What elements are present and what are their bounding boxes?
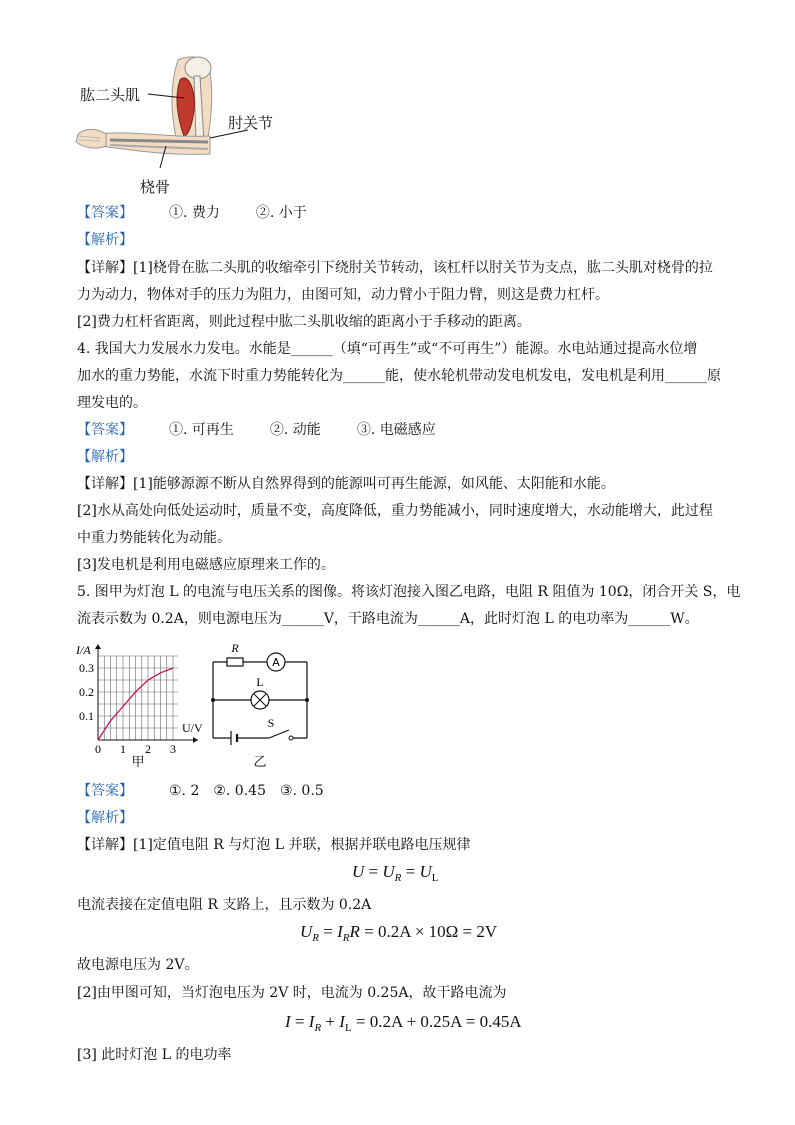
q4-stem-line-2: 加水的重力势能，水流下时重力势能转化为______能，使水轮机带动发电机发电，发电机是利用______原: [77, 368, 721, 384]
q5-detail-line-4: [2]由甲图可知，当灯泡电压为 2V 时，电流为 0.25A，故干路电流为: [77, 985, 507, 1001]
x-tick-label: 1: [120, 742, 126, 756]
q5-option-3: ③. 0.5: [279, 783, 324, 799]
q4-answer-row: [77, 420, 436, 440]
junction-dot-right: [305, 698, 309, 702]
label-radius: 桡骨: [140, 178, 171, 196]
q4-analysis-label: 【解析】: [77, 449, 133, 465]
q5-analysis-label: 【解析】: [77, 810, 133, 826]
y-tick-label: 0.2: [79, 685, 94, 699]
equation-3: $I = I_R + I_L = 0.2A + 0.25A = 0.45A$: [285, 1012, 522, 1034]
q5-stem-line-2: 流表示数为 0.2A，则电源电压为______V，干路电流为______A，此时灯泡 L 的电功率为______W。: [77, 611, 699, 627]
q4-answer-label: 【答案】: [77, 422, 133, 438]
x-tick-label: 0: [95, 742, 101, 756]
chart-grid: [98, 656, 178, 740]
q3-detail-line-1: 【详解】[1]桡骨在肱二头肌的收缩牵引下绕肘关节转动，该杠杆以肘关节为支点，肱二头肌对桡骨的拉: [77, 260, 713, 276]
q4-stem-line-3: 理发电的。: [77, 395, 147, 411]
switch-label: S: [267, 716, 275, 730]
circuit-caption: 乙: [253, 755, 267, 770]
q5-option-1: ①. 2: [169, 783, 200, 799]
q5-detail-line-5: [3] 此时灯泡 L 的电功率: [77, 1047, 232, 1063]
q3-detail-line-3: [2]费力杠杆省距离，则此过程中肱二头肌收缩的距离小于手移动的距离。: [77, 314, 531, 330]
ammeter-label: A: [272, 656, 280, 669]
junction-dot-left: [211, 698, 215, 702]
q3-option-2: ②. 小于: [255, 205, 307, 221]
y-tick-label: 0.1: [79, 709, 94, 723]
switch-S: [269, 730, 289, 738]
chart-caption: 甲: [131, 755, 145, 770]
switch-contact: [289, 736, 293, 740]
q5-answer-row: [77, 781, 324, 801]
equation-1: $U = U_R = U_L$: [352, 862, 439, 884]
q5-detail-line-2: 电流表接在定值电阻 R 支路上，且示数为 0.2A: [77, 897, 372, 913]
q4-option-1: ①. 可再生: [169, 422, 234, 438]
circuit-diagram: [205, 640, 315, 772]
q5-stem-line-1: 5. 图甲为灯泡 L 的电流与电压关系的图像。将该灯泡接入图乙电路，电阻 R 阻值为 10Ω，闭合开关 S，电: [77, 584, 741, 600]
y-axis-label: I/A: [76, 643, 91, 657]
x-axis-label: U/V: [182, 721, 203, 735]
q4-option-3: ③. 电磁感应: [356, 422, 436, 438]
x-tick-label: 3: [170, 742, 176, 756]
label-elbow: 肘关节: [228, 114, 274, 132]
q4-detail-line-1: 【详解】[1]能够源源不断从自然界得到的能源叫可再生能源，如风能、太阳能和水能。: [77, 476, 615, 492]
equation-2: $U_R = I_RR = 0.2A \times 10\Omega = 2V$: [300, 922, 498, 944]
lamp-label: L: [256, 675, 264, 689]
q4-stem-line-1: 4. 我国大力发展水力发电。水能是______（填“可再生”或“不可再生”）能源。水电站通过提高水位增: [77, 341, 698, 357]
q3-analysis-label: 【解析】: [77, 232, 133, 248]
x-tick-label: 2: [145, 742, 151, 756]
label-biceps: 肱二头肌: [80, 86, 141, 104]
q5-detail-line-3: 故电源电压为 2V。: [77, 957, 199, 973]
q4-option-2: ②. 动能: [269, 422, 321, 438]
resistor-R: [227, 658, 243, 666]
y-axis-arrow: [95, 644, 101, 649]
q3-answer-row: [77, 203, 307, 223]
q3-answer-label: 【答案】: [77, 205, 133, 221]
resistor-label: R: [231, 641, 239, 655]
q5-detail-line-1: 【详解】[1]定值电阻 R 与灯泡 L 并联，根据并联电路电压规律: [77, 837, 471, 853]
q3-detail-line-2: 力为动力，物体对手的压力为阻力，由图可知，动力臂小于阻力臂，则这是费力杠杆。: [77, 287, 609, 303]
y-tick-label: 0.3: [79, 661, 94, 675]
q4-detail-line-2: [2]水从高处向低处运动时，质量不变，高度降低，重力势能减小，同时速度增大，水动能增大，此过程: [77, 503, 713, 519]
q4-detail-line-3: 中重力势能转化为动能。: [77, 530, 231, 546]
q5-option-2: ②. 0.45: [213, 783, 266, 799]
q5-answer-label: 【答案】: [77, 783, 133, 799]
iv-chart: [70, 640, 210, 772]
x-axis-arrow: [193, 737, 198, 743]
q4-detail-line-4: [3]发电机是利用电磁感应原理来工作的。: [77, 557, 335, 573]
q3-option-1: ①. 费力: [169, 205, 220, 221]
